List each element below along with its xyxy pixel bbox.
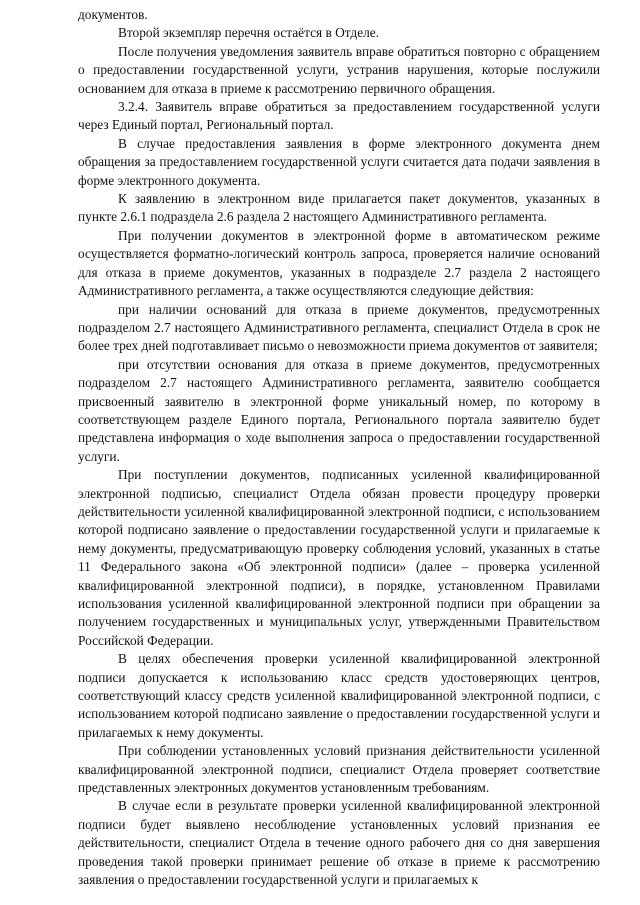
paragraph-conditions-met: При соблюдении установленных условий признания действительности усиленной квалифицированной электронной подписи, специалист Отдела проверяет соответствие представленных электронных документов установленным требованиям. xyxy=(78,743,600,796)
paragraph-second-copy: Второй экземпляр перечня остаётся в Отделе. xyxy=(118,25,380,41)
paragraph-signature-check: При поступлении документов, подписанных усиленной квалифицированной электронной подписью, специалист Отдела обязан провести процедуру проверки действительности усиленной квалифицированной электронной подписи, с использованием которой подписано заявление о предоставлении государственной услуги и прилагаемые к нему документы, предусматривающую проверку соблюдения условий, указанных в статье 11 Федерального закона «Об электронной подписи» (далее – проверка усиленной квалифицированной электронной подписи), в порядке, установленном Правилами использования усиленной квалифицированной электронной подписи при обращении за получением государственных и муниципальных услуг, утвержденными Правительством Российской Федерации. xyxy=(78,467,600,648)
paragraph-3-2-4: 3.2.4. Заявитель вправе обратиться за предоставлением государственной услуги через Единый портал, Региональный портал. xyxy=(78,99,600,133)
paragraph-document-package: К заявлению в электронном виде прилагается пакет документов, указанных в пункте 2.6.1 подраздела 2.6 раздела 2 настоящего Административного регламента. xyxy=(78,191,600,225)
paragraph-refusal-grounds: при наличии оснований для отказа в приеме документов, предусмотренных подразделом 2.7 настоящего Административного регламента, специалист Отдела в срок не более трех дней подготавливает письмо о невозможности приема документов от заявителя; xyxy=(78,301,600,354)
paragraph-automatic-control: При получении документов в электронной форме в автоматическом режиме осуществляется форматно-логический контроль запроса, проверяется наличие оснований для отказа в приеме документов, указанных в подразделе 2.7 раздела 2 настоящего Административного регламента, а также осуществляются следующие действия: xyxy=(78,227,600,299)
paragraph-conditions-violated: В случае если в результате проверки усиленной квалифицированной электронной подписи будет выявлено несоблюдение установленных условий признания ее действительности, специалист Отдела в течение одного рабочего дня со дня завершения проведения такой проверки принимает решение об отказе в приеме к рассмотрению заявления о предоставлении государственной услуги и прилагаемых к xyxy=(78,798,600,888)
paragraph-certificate-class: В целях обеспечения проверки усиленной квалифицированной электронной подписи допускается к использованию класс средств удостоверяющих центров, соответствующий классу средств усиленной квалифицированной электронной подписи, с использованием которой подписано заявление о предоставлении государственной услуги и прилагаемых к нему документы. xyxy=(78,651,600,740)
paragraph-no-refusal-grounds: при отсутствии основания для отказа в приеме документов, предусмотренных подразделом 2.7 настоящего Административного регламента, заявителю сообщается присвоенный заявителю в электронной форме уникальный номер, по которому в соответствующем разделе Единого портала, Регионального портала заявителю будет представлена информация о ходе выполнения запроса о предоставлении государственной услуги. xyxy=(78,356,600,464)
document-page xyxy=(78,6,600,890)
paragraph-repeat-request: После получения уведомления заявитель вправе обратиться повторно с обращением о предоставлении государственной услуги, устранив нарушения, которые послужили основанием для отказа в приеме к рассмотрению первичного обращения. xyxy=(78,43,600,96)
paragraph-continuation: документов. xyxy=(78,7,148,22)
paragraph-electronic-date: В случае предоставления заявления в форме электронного документа днем обращения за предоставлением государственной услуги считается дата подачи заявления в форме электронного документа. xyxy=(78,135,600,188)
